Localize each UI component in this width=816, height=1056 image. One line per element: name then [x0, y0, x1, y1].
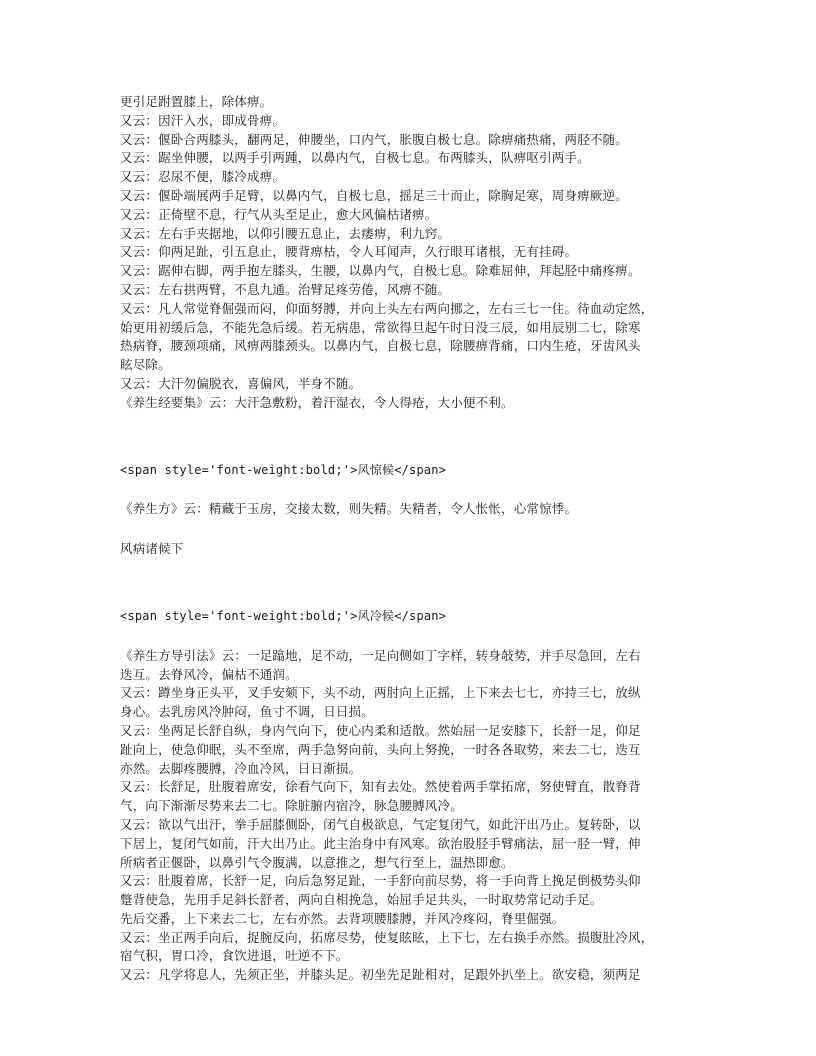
- text-line: 又云：坐两足长舒自纵，身内气向下，使心内柔和适散。然始屈一足安膝下，长舒一足，仰足: [120, 722, 641, 738]
- text-line: 热病脊，腰颈项痛，风痹两膝颈头。以鼻内气，自极七息，除腰痹背痛，口内生疮，牙齿风头: [120, 338, 641, 354]
- text-line: 又云：欲以气出汗，拳手屈膝侧卧，闭气自极欲息，气定复闭气，如此汗出乃止。复转卧，以: [120, 816, 641, 832]
- text-line: 始更用初缓后急，不能先急后缓。若无病患，常欲得旦起午时日没三辰，如用辰别二七，除寒: [120, 319, 641, 335]
- text-line: 又云：忍尿不便，膝冷成痹。: [120, 169, 286, 185]
- text-line: 又云：因汗入水，即成骨痹。: [120, 112, 286, 128]
- text-line: 趾向上，使急仰眠，头不至席，两手急努向前，头向上努挽，一时各各取势，来去二七，迭互: [120, 741, 641, 757]
- text-line: 又云：仰两足趾，引五息止，腰背痹枯，令人耳闻声，久行眼耳诸根，无有挂碍。: [120, 244, 578, 260]
- chapter-title: 风病诸候下: [120, 541, 184, 557]
- paragraph-feng-leng: [120, 647, 696, 985]
- text-line: 又云：左右手夹据地，以仰引腰五息止，去痿痹，利九窍。: [120, 225, 451, 241]
- text-line: 气，向下渐渐尽势来去二七。除脏腑内宿冷，脉急腰膊风冷。: [120, 798, 463, 814]
- text-line: 又云：偃卧合两膝头，翻两足，伸腰坐，口内气，胀腹自极七息。除痹痛热痛，两胫不随。: [120, 131, 629, 147]
- text-line: 《养生方导引法》云：一足蹹地，足不动，一足向侧如丁字样，转身敧势，并手尽急回，左右: [120, 647, 641, 663]
- text-line: 迭互。去脊风冷，偏枯不通润。: [120, 666, 298, 682]
- text-line: 又云：长舒足，肚腹着席安，徐看气向下，知有去处。然使着两手掌拓席，努使臂直，散脊背: [120, 779, 641, 795]
- text-line: 下居上，复闭气如前，汗大出乃止。此主治身中有风寒。欲治股胫手臂痛法，屈一胫一臂，伸: [120, 835, 641, 851]
- section-heading-feng-leng: <span style='font-weight:bold;'>风冷候</span>: [120, 608, 447, 623]
- text-line: 又云：坐正两手向后，捉腕反向，拓席尽势，使复眩眩，上下七，左右换手亦然。损腹肚冷风，: [120, 929, 654, 945]
- text-line: 又云：凡人常觉脊倔强而闷，仰面努膊，并向上头左右两向挪之，左右三七一住。待血动定然，: [120, 300, 654, 316]
- text-line: 又云：凡学将息人，先须正坐，并膝头足。初坐先足趾相对，足跟外扒坐上。欲安稳，须两足: [120, 967, 641, 983]
- text-line: 《养生方》云：精藏于玉房，交接太数，则失精。失精者，令人怅怅，心常惊悸。: [120, 501, 578, 517]
- text-line: 《养生经要集》云：大汗急敷粉，着汗湿衣，令人得疮，大小便不利。: [120, 394, 514, 410]
- text-line: 又云：大汗勿偏脱衣，喜偏风，半身不随。: [120, 375, 362, 391]
- paragraph-feng-jing: [120, 500, 696, 519]
- text-line: 又云：踞坐伸腰，以两手引两踵，以鼻内气，自极七息。布两膝头，队痹呕引两手。: [120, 150, 590, 166]
- text-line: 眩尽除。: [120, 357, 171, 373]
- text-line: 身心。去乳房风冷肿闷，鱼寸不调，日日损。: [120, 704, 375, 720]
- text-line: 亦然。去脚疼腰膊，冷血冷风，日日渐损。: [120, 760, 362, 776]
- text-line: 又云：正倚壁不息，行气从头至足止，愈大风偏枯诸痹。: [120, 206, 438, 222]
- text-line: 先后交番，上下来去二七，左右亦然。去背项腰膝膊，并风冷疼闷，脊里倔强。: [120, 910, 565, 926]
- text-line: 所病者正偃卧，以鼻引气令腹满，以意推之，想气行至上，温热即愈。: [120, 854, 514, 870]
- section-heading-feng-jing: <span style='font-weight:bold;'>风惊候</span>: [120, 462, 447, 477]
- text-line: 又云：踞伸右脚，两手抱左膝头，生腰，以鼻内气，自极七息。除难屈伸，拜起胫中痛疼痹。: [120, 263, 641, 279]
- text-line: 又云：肚腹着席，长舒一足，向后急努足趾，一手舒向前尽势，将一手向背上挽足倒极势头仰: [120, 873, 641, 889]
- document-page: [120, 93, 696, 985]
- text-line: 又云：蹲坐身正头平，叉手安颏下，头不动，两肘向上正摇，上下来去七七，亦持三七，放纵: [120, 685, 641, 701]
- text-line: 又云：左右拱两臂，不息九通。治臂足疼劳倦，风痹不随。: [120, 281, 451, 297]
- text-line: 更引足跗置膝上，除体痹。: [120, 94, 273, 109]
- text-line: 又云：偃卧端展两手足臂，以鼻内气，自极七息，摇足三十而止，除胸足寒，周身痹厥逆。: [120, 187, 629, 203]
- text-line: 宿气积，胃口冷，食饮进退，吐逆不下。: [120, 948, 349, 964]
- paragraph-bi-hou: [120, 93, 696, 413]
- text-line: 蹩背使急，先用手足斜长舒者，两向自相挽急，始屈手足共头，一时取势常记动手足。: [120, 892, 603, 908]
